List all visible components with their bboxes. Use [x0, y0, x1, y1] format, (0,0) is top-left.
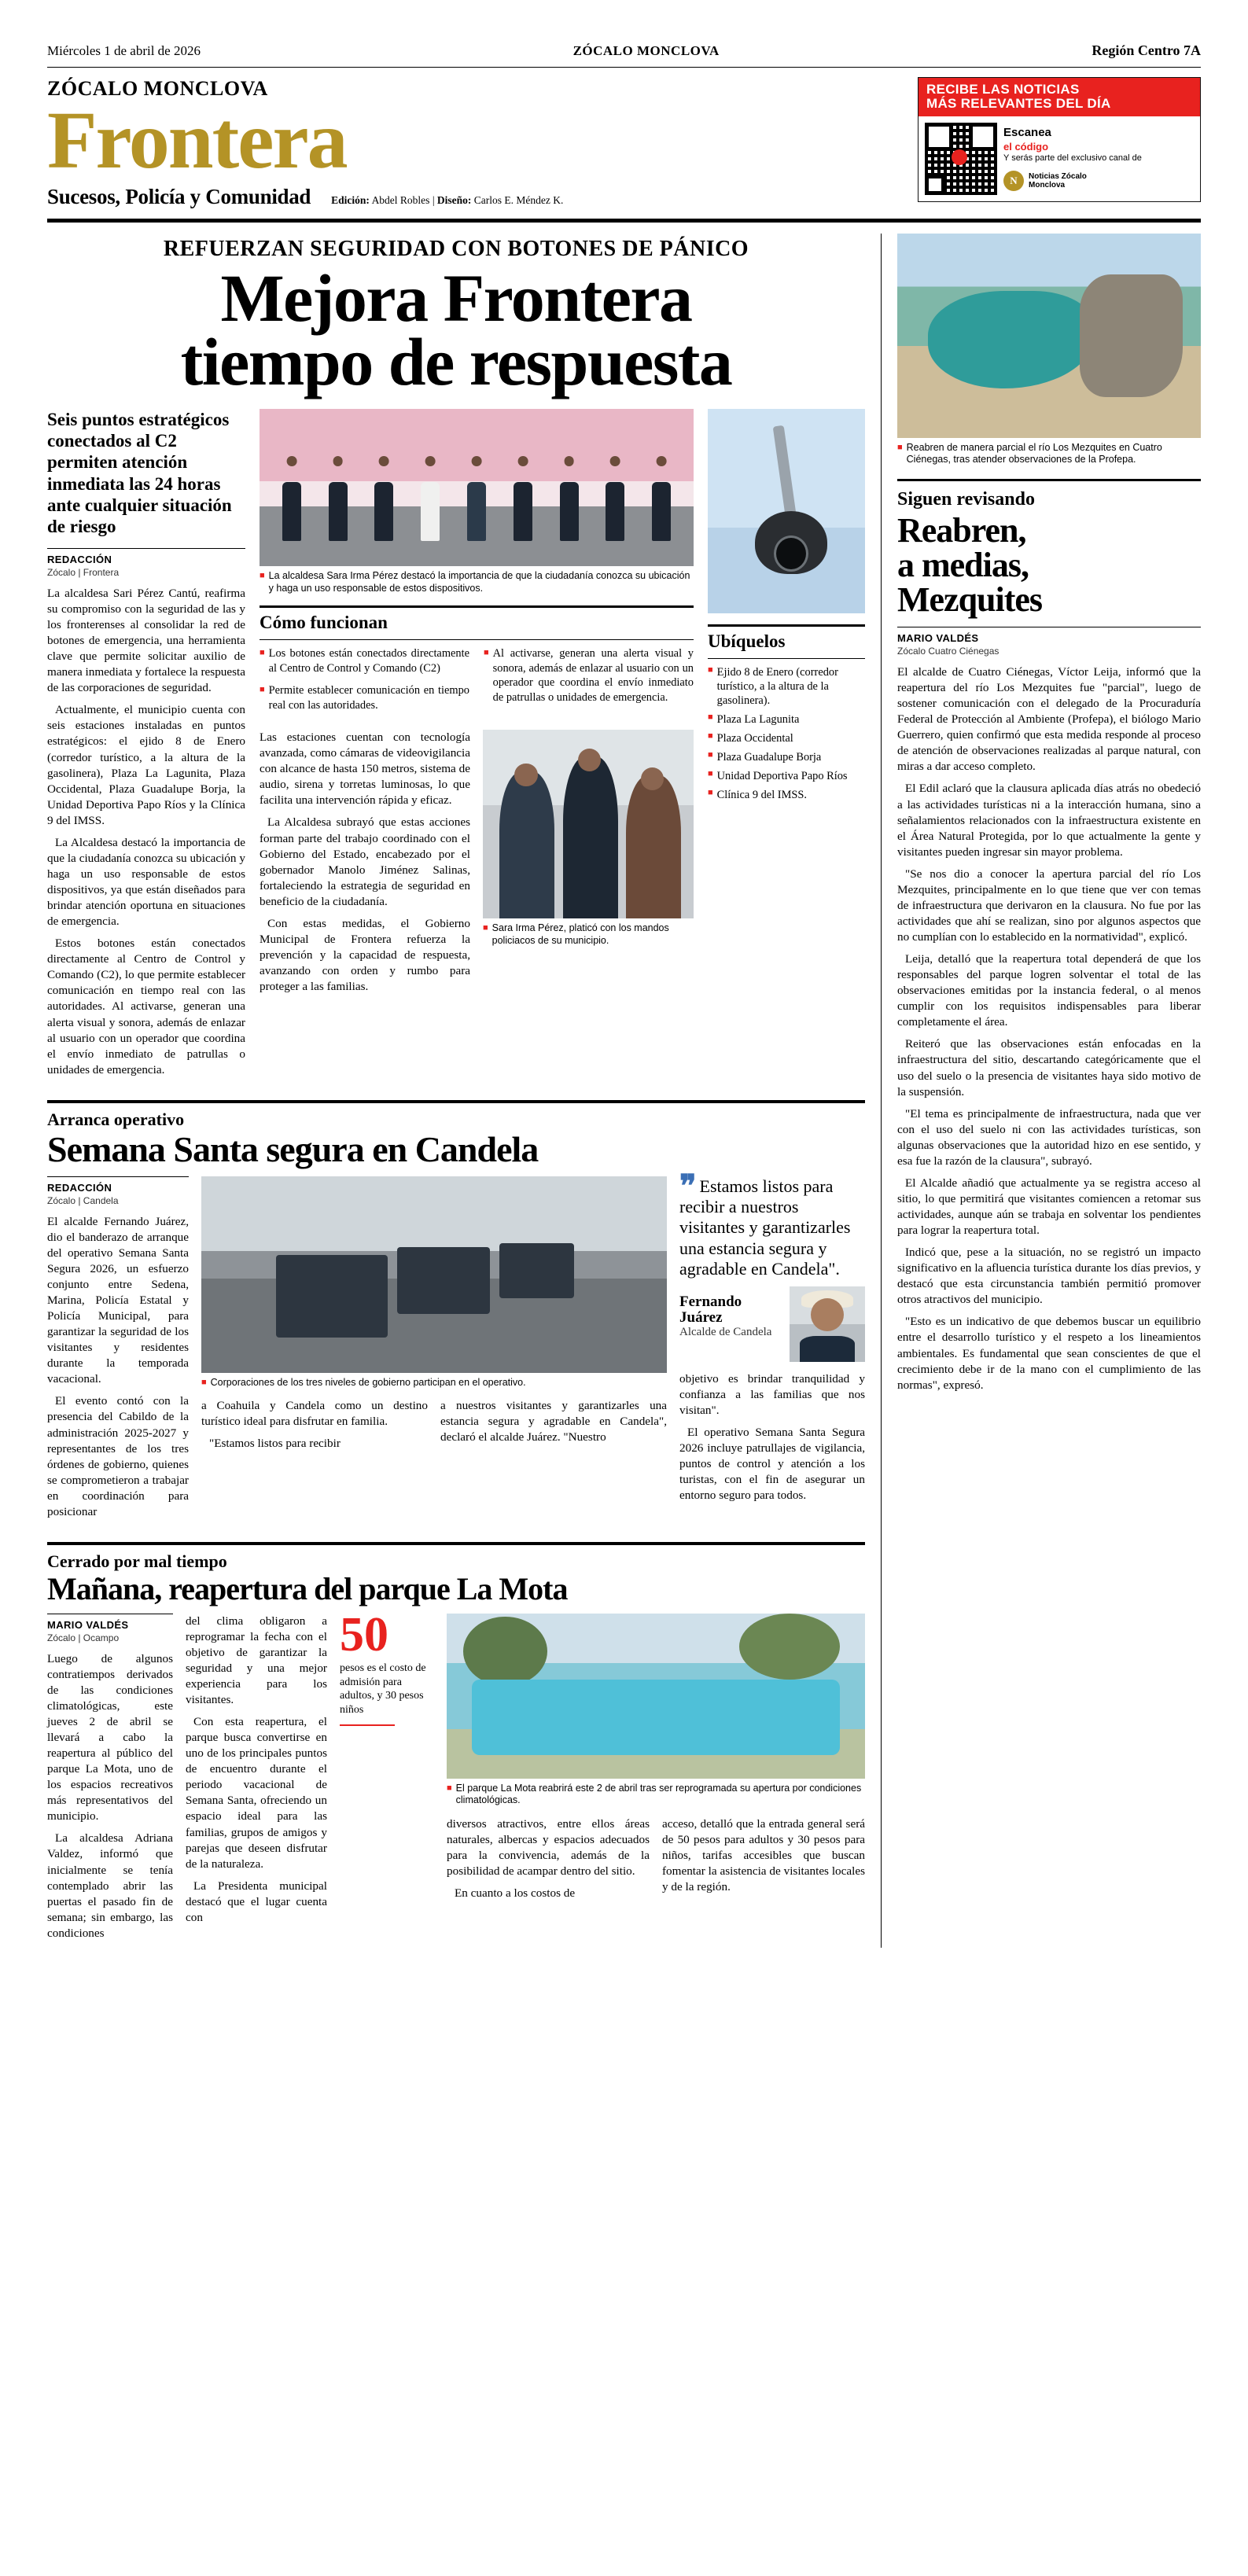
how-bullet: ■ Los botones están conectados directamente al Centro de Control y Comando (C2) [260, 647, 469, 675]
lead-headline [47, 259, 865, 400]
paragraph: Con estas medidas, el Gobierno Municipal de Frontera refuerza la prevención y la capacidad de respuesta, avanzando con orden y rumbo para proteger a las familias. [260, 916, 470, 994]
paragraph: Actualmente, el municipio cuenta con seis estaciones instaladas en puntos estratégicos: el ejido 8 de Enero (corredor turístico, a la altura de la gasolinera), Plaza La Lagunita, Plaza Occidental, Plaza Guadalupe Borja, la Unidad Deportiva Papo Ríos y la Clínica 9 del IMSS. [47, 703, 245, 827]
bullet-icon: ■ [708, 731, 713, 742]
location-item: ■ Plaza Guadalupe Borja [708, 750, 822, 764]
main-content [47, 223, 1201, 1948]
mezquites-photo-caption: ■ Reabren de manera parcial el río Los Mezquites en Cuatro Ciénegas, tras atender observaciones de la Profepa. [897, 441, 1162, 466]
promo-line-2: MÁS RELEVANTES DEL DÍA [926, 95, 1111, 111]
paragraph: Las estaciones cuentan con tecnología avanzada, como cámaras de videovigilancia con alcance de hasta 150 metros, sistema de audio, sirena y torretas luminosas, lo que facilita una intervención rápida y eficaz. [260, 730, 470, 808]
mezquites-headline-line3: Mezquites [897, 580, 1043, 620]
bullet-icon: ■ [260, 648, 265, 658]
candela-col4 [679, 1371, 865, 1504]
lead-photo-meeting [483, 730, 694, 918]
paragraph: Estos botones están conectados directamente al Centro de Control y Comando (C2), lo que permite establecer comunicación en tiempo real con las autoridades. Al activarse, generan una alerta visual y sonora, además de enlazar al usuario con un operador que coordina el envío inmediato de patrullas o unidades de emergencia. [47, 937, 245, 1076]
mota-stat [340, 1607, 434, 1948]
bullet-icon: ■ [708, 665, 713, 675]
paragraph: La alcaldesa Adriana Valdez, informó que inicialmente se tenía contemplado abrir las puertas el pasado fin de semana; sin embargo, las condiciones [47, 1831, 173, 1940]
mota-col3 [447, 1816, 650, 1908]
promo-brand-line1: Noticias Zócalo [1029, 172, 1087, 182]
caption-bullet-icon: ■ [483, 923, 488, 933]
edition-value: Abdel Robles [371, 193, 430, 206]
caption-bullet-icon: ■ [201, 1377, 207, 1387]
mezquites-byline: MARIO VALDÉS [897, 627, 1201, 644]
candela-col2 [201, 1398, 428, 1458]
qr-promo-box[interactable] [918, 77, 1201, 202]
promo-brand-line2: Monclova [1029, 181, 1066, 190]
lead-story [47, 237, 865, 1084]
lead-byline: REDACCIÓN [47, 548, 245, 565]
candela-center [201, 1176, 667, 1526]
mota-right [447, 1614, 865, 1948]
design-value: Carlos E. Méndez K. [473, 193, 564, 206]
how-bullet: ■ Permite establecer comunicación en tiempo real con las autoridades. [260, 684, 469, 712]
location-item: ■ Unidad Deportiva Papo Ríos [708, 769, 848, 783]
candela-col1 [47, 1176, 189, 1526]
caption-bullet-icon: ■ [447, 1783, 452, 1793]
publication-name: ZÓCALO MONCLOVA [572, 43, 720, 58]
paragraph: del clima obligaron a reprogramar la fecha con el objetivo de garantizar la seguridad y una mejor experiencia para los visitantes. [186, 1614, 327, 1706]
paragraph: El Edil aclaró que la clausura aplicada días atrás no obedeció a las actividades turísticas ni a la interacción humana, sino a señalamientos relacionados con la infraestructura existente en el Área Natural Protegida, por lo que actualmente la gente y visitantes pueden ingresar sin mayor problema. [897, 782, 1201, 859]
caption-bullet-icon: ■ [260, 571, 265, 581]
lead-photo-meeting-wrap [483, 730, 694, 1001]
bullet-icon: ■ [708, 712, 713, 723]
mota-story [47, 1551, 865, 1948]
candela-story [47, 1110, 865, 1526]
paragraph: El evento contó con la presencia del Cabildo de la administración 2025-2027 y representantes de los tres órdenes de gobierno, quienes se comprometieron a trabajar en coordinación para posicionar [47, 1394, 189, 1518]
paragraph: "El tema es principalmente de infraestructura, nada que ver con el uso del suelo ni con las actividades turísticas, son algunas observaciones que la autoridad hizo en ese sentido, y esa fue la razón de la clausura", subrayó. [897, 1106, 1201, 1168]
lead-body-col2 [260, 730, 470, 1001]
paragraph: La alcaldesa Sari Pérez Cantú, reafirma su compromiso con la seguridad de las y los fronterenses al consolidar la red de botones de emergencia, una herramienta clave que permite solicitar auxilio de manera inmediata y fortalece la respuesta de las corporaciones de seguridad. [47, 586, 245, 695]
location-item: ■ Plaza Occidental [708, 731, 793, 745]
paragraph: La Alcaldesa destacó la importancia de que la ciudadanía conozca su ubicación y haga un uso responsable de estos dispositivos, ya que están diseñados para brindar atención oportuna en situaciones de emergencia. [47, 835, 245, 929]
paragraph: a nuestros visitantes y garantizarles una estancia segura y agradable en Candela", declaró el alcalde Juárez. "Nuestro [440, 1399, 667, 1444]
masthead-overline: ZÓCALO MONCLOVA [47, 77, 268, 100]
bullet-icon: ■ [708, 750, 713, 760]
paragraph: Indicó que, pese a la situación, no se registró un impacto significativo en la afluencia turística durante los días previos, y destacó que esta circunstancia también permitió promover otros atractivos del municipio. [897, 1246, 1201, 1307]
paragraph: objetivo es brindar tranquilidad y confianza a las familias que nos visitan". [679, 1371, 865, 1417]
mota-stat-number: 50 [340, 1607, 388, 1662]
how-it-works-title: Cómo funcionan [260, 613, 388, 633]
mota-col1 [47, 1614, 173, 1948]
mota-headline: Mañana, reapertura del parque La Mota [47, 1570, 568, 1606]
section-page-number: Región Centro 7A [1092, 42, 1201, 58]
candela-right [679, 1168, 865, 1526]
masthead-credits: Edición: Abdel Robles | Diseño: Carlos E. Méndez K. [331, 193, 564, 206]
paragraph: "Estamos listos para recibir [209, 1437, 341, 1451]
candela-col3 [440, 1398, 667, 1458]
how-bullet: ■ Al activarse, generan una alerta visual y sonora, además de enlazar al usuario con un operador que coordina el envío inmediato de patrullas o unidades de emergencia. [484, 647, 694, 704]
candela-pull-quote: ❞ Estamos listos para recibir a nuestros visitantes y garantizarles una estancia segura y agradable en Candela". [679, 1168, 851, 1279]
quote-author-name: Fernando Juárez [679, 1293, 742, 1326]
paragraph: El operativo Semana Santa Segura 2026 incluye patrullajes de vigilancia, puntos de control y atención a los turistas, con el fin de asegurar un entorno seguro para todos. [679, 1425, 865, 1503]
lead-center-column [260, 409, 694, 1084]
paragraph: El alcalde de Cuatro Ciénegas, Víctor Leija, informó que la reapertura del río Los Mezquites fue "parcial", luego de sostener comunicación con el delegado de la Procuraduría Federal de Protección al Ambiente (Profepa), el biólogo Mario Guerrero, quien confirmó que esta medida responde al proceso de atención de observaciones realizadas al parque natural, con miras a dar acceso completo. [897, 665, 1201, 774]
promo-scan-line1: Escanea [1003, 126, 1051, 140]
right-column [882, 234, 1201, 1948]
lead-headline-line2: tiempo de respuesta [180, 324, 732, 400]
promo-scan-line3: Y serás parte del exclusivo canal de [1003, 153, 1142, 164]
paragraph: Leija, detalló que la reapertura total dependerá de que los responsables del parque logren solventar el total de las observaciones emitidas por la instancia federal, o al menos cumplir con los requisitos indispensables para liberar completamente el área. [897, 952, 1201, 1029]
lead-byline-source: Zócalo | Frontera [47, 566, 120, 578]
locations-title: Ubíquelos [708, 631, 786, 652]
location-item: ■ Clínica 9 del IMSS. [708, 788, 807, 802]
edition-label: Edición: [331, 193, 370, 206]
lead-right-column [708, 409, 865, 1084]
locations-box [708, 624, 865, 802]
candela-headline: Semana Santa segura en Candela [47, 1128, 539, 1169]
location-item: ■ Ejido 8 de Enero (corredor turístico, a la altura de la gasolinera). [708, 665, 838, 708]
mota-divider [47, 1542, 865, 1545]
lead-kicker: REFUERZAN SEGURIDAD CON BOTONES DE PÁNICO [163, 236, 749, 261]
candela-divider [47, 1100, 865, 1103]
paragraph: Con esta reapertura, el parque busca convertirse en uno de los principales puntos de encuentro durante el periodo vacacional de Semana Santa, ofreciendo un espacio ideal para las familias, grupos de amigos y parejas que deseen disfrutar de la naturaleza. [186, 1715, 327, 1871]
mezquites-byline-source: Zócalo Cuatro Ciénegas [897, 646, 1000, 657]
bullet-icon: ■ [708, 769, 713, 779]
mezquites-headline-line1: Reabren, [897, 511, 1026, 550]
promo-line-1: RECIBE LAS NOTICIAS [926, 82, 1080, 97]
design-label: Diseño: [436, 193, 472, 206]
paragraph: La Presidenta municipal destacó que el lugar cuenta con [186, 1879, 327, 1924]
mota-stat-rule [340, 1724, 395, 1726]
lead-photo2-caption: ■ Sara Irma Pérez, platicó con los mandos policiacos de su municipio. [483, 922, 669, 946]
candela-mayor-portrait [790, 1286, 865, 1362]
paragraph: diversos atractivos, entre ellos áreas naturales, albercas y espacios adecuados para la convivencia, además de la posibilidad de acampar dentro del sitio. [447, 1816, 650, 1879]
bullet-icon: ■ [260, 685, 265, 695]
qr-code-icon[interactable] [925, 123, 997, 195]
paragraph: Reiteró que las observaciones están enfocadas en la infraestructura del sitio, descartando categóricamente que el uso del suelo o la presencia de visitantes haya sido motivo de la suspensión. [897, 1037, 1201, 1098]
paragraph: Luego de algunos contratiempos derivados de las condiciones climatológicas, este jueves 2 de abril se llevará a cabo la reapertura al público del parque La Mota, uno de los espacios recreativos más representativos del municipio. [47, 1651, 173, 1823]
mota-photo-caption: ■ El parque La Mota reabrirá este 2 de abril tras ser reprogramada su apertura por condiciones climatológicas. [447, 1782, 862, 1806]
lead-photo1-caption: ■ La alcaldesa Sara Irma Pérez destacó la importancia de que la ciudadanía conozca su ubicación y haga un uso responsable de estos dispositivos. [260, 570, 690, 594]
masthead-title: Frontera [47, 95, 347, 186]
masthead [47, 68, 1201, 209]
mota-col2 [186, 1614, 327, 1948]
mota-stat-text: pesos es el costo de admisión para adultos, y 30 pesos niños [340, 1662, 426, 1716]
paragraph: La Alcaldesa subrayó que estas acciones forman parte del trabajo coordinado con el Gobierno del Estado, encabezado por el gobernador Manolo Jiménez Salinas, fortaleciendo la estrategia de seguridad en beneficio de la ciudadanía. [260, 815, 470, 908]
paragraph: En cuanto a los costos de [455, 1886, 576, 1901]
lead-photo-security-camera [708, 409, 865, 613]
quote-author-role: Alcalde de Candela [679, 1325, 772, 1338]
mota-col4 [662, 1816, 865, 1908]
paragraph: El alcalde Fernando Juárez, dio el banderazo de arranque del operativo Semana Santa Segura 2026, un esfuerzo conjunto entre Sedena, Marina, Policía Estatal y Policía Municipal, para garantizar la seguridad de los visitantes y residentes durante la temporada vacacional. [47, 1214, 189, 1386]
paragraph: a Coahuila y Candela como un destino turístico ideal para disfrutar en familia. [201, 1399, 428, 1429]
promo-scan-line2: el código [1003, 141, 1049, 153]
bullet-icon: ■ [484, 648, 489, 658]
mezquites-photo-river [897, 234, 1201, 438]
left-column [47, 234, 881, 1948]
candela-photo-caption: ■ Corporaciones de los tres niveles de gobierno participan en el operativo. [201, 1376, 526, 1388]
bullet-icon: ■ [708, 788, 713, 798]
brand-logo-icon: N [1003, 171, 1024, 191]
mezquites-headline-line2: a medias, [897, 546, 1029, 585]
mota-byline-source: Zócalo | Ocampo [47, 1632, 120, 1643]
lead-headline-line1: Mejora Frontera [220, 259, 692, 336]
mezquites-kicker: Siguen revisando [897, 489, 1035, 510]
lead-body-col1 [47, 586, 245, 1078]
lead-summary: Seis puntos estratégicos conectados al C2 permiten atención inmediata las 24 horas ante cualquier situación de riesgo [47, 410, 232, 536]
caption-bullet-icon: ■ [897, 442, 903, 452]
mota-byline: MARIO VALDÉS [47, 1614, 173, 1631]
mezquites-body [897, 664, 1201, 1393]
page-topbar [47, 42, 1201, 67]
how-it-works-box [260, 605, 694, 720]
candela-byline: REDACCIÓN [47, 1176, 189, 1194]
candela-byline-source: Zócalo | Candela [47, 1194, 119, 1206]
issue-date: Miércoles 1 de abril de 2026 [47, 43, 201, 58]
paragraph: acceso, detalló que la entrada general será de 50 pesos para adultos y 30 pesos para niños, tarifas accesibles que buscan fomentar la asistencia de visitantes locales y de la región. [662, 1816, 865, 1894]
paragraph: "Se nos dio a conocer la apertura parcial del río Los Mezquites, principalmente en lo que tiene que ver con temas de infraestructura que derivaron en la clausura. No fue por las actividades que ahí se realizan, sino por algunos aspectos que no cumplían con lo establecido en la normatividad", explicó. [897, 867, 1201, 944]
mezquites-headline [897, 511, 1201, 620]
lead-left-column [47, 409, 245, 1084]
masthead-tagline: Sucesos, Policía y Comunidad [47, 184, 311, 208]
candela-kicker: Arranca operativo [47, 1109, 185, 1129]
paragraph: El Alcalde añadió que actualmente ya se registra acceso al sitio, lo que permitirá que visitantes comiencen a retomar sus actividades, aunque aún se trabaja en solventar los pendientes para lograr la reapertura total. [897, 1176, 1201, 1238]
lead-photo-police-lineup [260, 409, 694, 566]
quote-mark-icon: ❞ [679, 1168, 697, 1204]
mota-kicker: Cerrado por mal tiempo [47, 1551, 227, 1571]
candela-photo-convoy [201, 1176, 667, 1373]
paragraph: "Esto es un indicativo de que debemos buscar un equilibrio entre el desarrollo turístico y el respeto a los lineamientos ambientales. Es fundamental que sean conscientes de que el crecimiento debe ir de la mano con el cumplimiento de las normas", expresó. [897, 1315, 1201, 1392]
location-item: ■ Plaza La Lagunita [708, 712, 800, 727]
mota-photo-park-pool [447, 1614, 865, 1779]
